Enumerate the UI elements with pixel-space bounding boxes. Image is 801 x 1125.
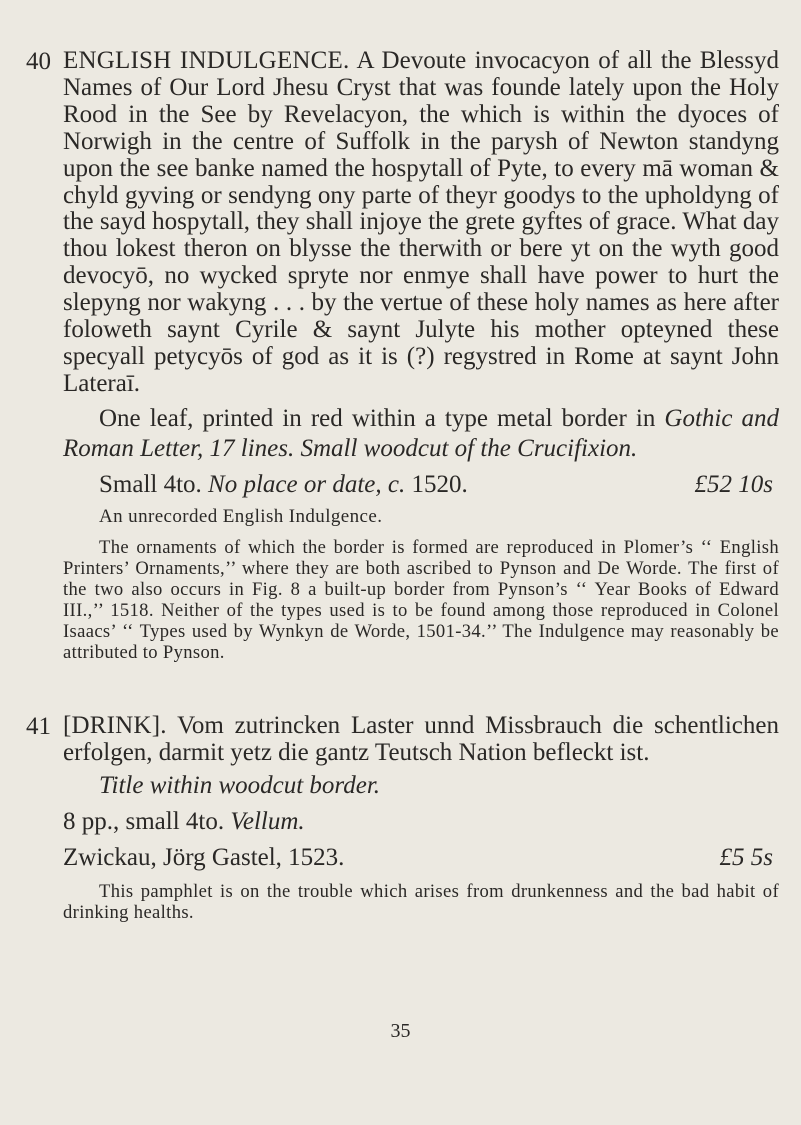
lot-format-line xyxy=(63,807,779,837)
lot-title-description: Title within woodcut border. xyxy=(99,771,381,799)
lot-price: £52 10s xyxy=(694,470,773,498)
lot-note-heading: An unrecorded English Indulgence. xyxy=(99,505,383,527)
lot-imprint-line xyxy=(63,843,779,873)
format-text: 8 pp., small 4to. xyxy=(63,807,231,835)
lot-description xyxy=(63,404,779,464)
lot-price: £5 5s xyxy=(719,843,773,871)
page-number: 35 xyxy=(390,1020,411,1042)
lot-note: The ornaments of which the border is formed are reproduced in Plomer’s ‘‘ English Printers’ Ornaments,’’ where they are both ascribed to Pynson and De Worde. The first of the two also occurs in Fig. 8 a built-up border from Pynson’s ‘‘ Year Books of Edward III.,’’ 1518. Neither of the types used is to be found among those reproduced in Colonel Isaacs’ ‘‘ Types used by Wynkyn de Worde, 1501-34.’’ The Indulgence may reasonably be attributed to Pynson. xyxy=(63,536,779,663)
lot-main-text xyxy=(63,48,779,398)
lot-heading: [DRINK]. xyxy=(63,712,167,739)
binding-text: Vellum. xyxy=(230,807,305,835)
lot-number: 40 xyxy=(26,48,51,75)
place-text: No place or date, c. xyxy=(208,470,406,498)
lot-main-text xyxy=(63,713,779,767)
lot-title-text: Vom zutrincken Laster unnd Missbrauch die schentlichen erfolgen, darmit yetz die gantz Teutsch Nation befleckt ist. xyxy=(63,712,779,766)
lot-title-text: A Devoute invocacyon of all the Blessyd Names of Our Lord Jhesu Cryst that was founde lately upon the Holy Rood in the See by Revelacyon, the which is within the dyoces of Norwigh in the centre of Suffolk in the parysh of Newton standyng upon the see banke named the hospytall of Pyte, to every mā woman & chyld gyving or sendyng ony parte of theyr goodys to the upholdyng of the sayd hospytall, they shall injoye the grete gyftes of grace. What day thou lokest theron on blysse the therwith or bere yt on the wyth good devocyō, no wycked spryte nor enmye shall have power to hurt the slepyng nor wakyng . . . by the vertue of these holy names as here after foloweth saynt Cyrile & saynt Julyte his mother opteyned these specyall petycyōs of god as it is (?) regystred in Rome at saynt John Lateraī. xyxy=(63,47,779,397)
lot-note: This pamphlet is on the trouble which arises from drunkenness and the bad habit of drinking healths. xyxy=(63,880,779,923)
imprint-text: Zwickau, Jörg Gastel, 1523. xyxy=(63,843,345,871)
description-italic: Gothic and Roman Letter, 17 lines. Small woodcut of the Crucifixion. xyxy=(63,404,780,462)
lot-format-line xyxy=(99,470,779,500)
lot-content xyxy=(63,48,779,663)
date-text: 1520. xyxy=(411,470,468,498)
lot-number: 41 xyxy=(26,713,51,740)
lot-heading: ENGLISH INDULGENCE. xyxy=(63,47,350,74)
lot-content xyxy=(63,713,779,923)
format-text: Small 4to. xyxy=(99,470,209,498)
description-plain: One leaf, printed in red within a type metal border in xyxy=(99,404,665,432)
